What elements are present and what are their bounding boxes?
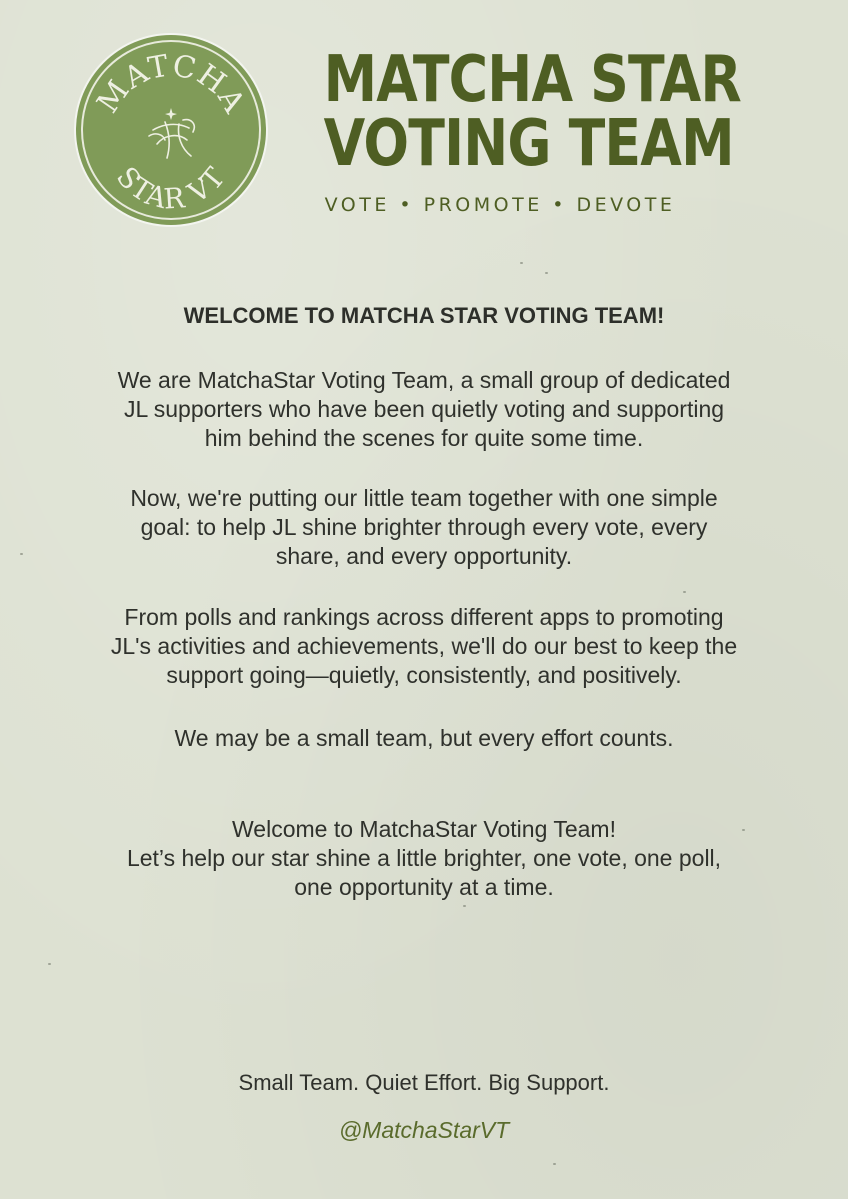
- text-line: From polls and rankings across different apps to promoting: [124, 604, 724, 630]
- text-line: share, and every opportunity.: [275, 543, 573, 569]
- activities-paragraph: [40, 603, 808, 690]
- paper-speck: [463, 905, 466, 907]
- goal-paragraph: [40, 484, 808, 571]
- effort-paragraph: [40, 724, 808, 753]
- text-line: support going—quietly, consistently, and positively.: [166, 662, 682, 688]
- text-line: Welcome to MatchaStar Voting Team!: [232, 816, 616, 842]
- paper-speck: [545, 272, 548, 274]
- logo-bottom-text: STAR VT: [109, 160, 233, 216]
- team-title: [323, 43, 741, 181]
- paper-speck: [553, 1163, 556, 1165]
- footer-slogan: Small Team. Quiet Effort. Big Support.: [238, 1070, 610, 1095]
- text-line: JL supporters who have been quietly voting and supporting: [123, 396, 725, 422]
- text-line: him behind the scenes for quite some time.: [204, 425, 644, 451]
- paper-speck: [20, 553, 23, 555]
- welcome-heading: WELCOME TO MATCHA STAR VOTING TEAM!: [183, 303, 665, 328]
- text-line: one opportunity at a time.: [294, 874, 554, 900]
- logo-top-text: MATCHA: [90, 48, 252, 120]
- title-line-2: VOTING TEAM: [323, 107, 734, 181]
- text-line: We may be a small team, but every effort counts.: [174, 725, 674, 751]
- text-line: Let’s help our star shine a little brighter, one vote, one poll,: [126, 845, 722, 871]
- title-line-1: MATCHA STAR: [323, 43, 741, 117]
- logo-badge: [73, 32, 269, 228]
- paper-speck: [48, 963, 51, 965]
- text-line: JL's activities and achievements, we'll do our best to keep the: [110, 633, 738, 659]
- social-handle[interactable]: @MatchaStarVT: [338, 1117, 510, 1143]
- text-line: We are MatchaStar Voting Team, a small group of dedicated: [117, 367, 731, 393]
- paper-speck: [520, 262, 523, 264]
- text-line: Now, we're putting our little team together with one simple: [130, 485, 718, 511]
- team-logo: [73, 32, 269, 228]
- text-line: goal: to help JL shine brighter through every vote, every: [140, 514, 708, 540]
- intro-paragraph: [40, 366, 808, 453]
- closing-paragraph: [40, 815, 808, 902]
- paper-speck: [683, 591, 686, 593]
- tagline: VOTE • PROMOTE • DEVOTE: [324, 194, 676, 216]
